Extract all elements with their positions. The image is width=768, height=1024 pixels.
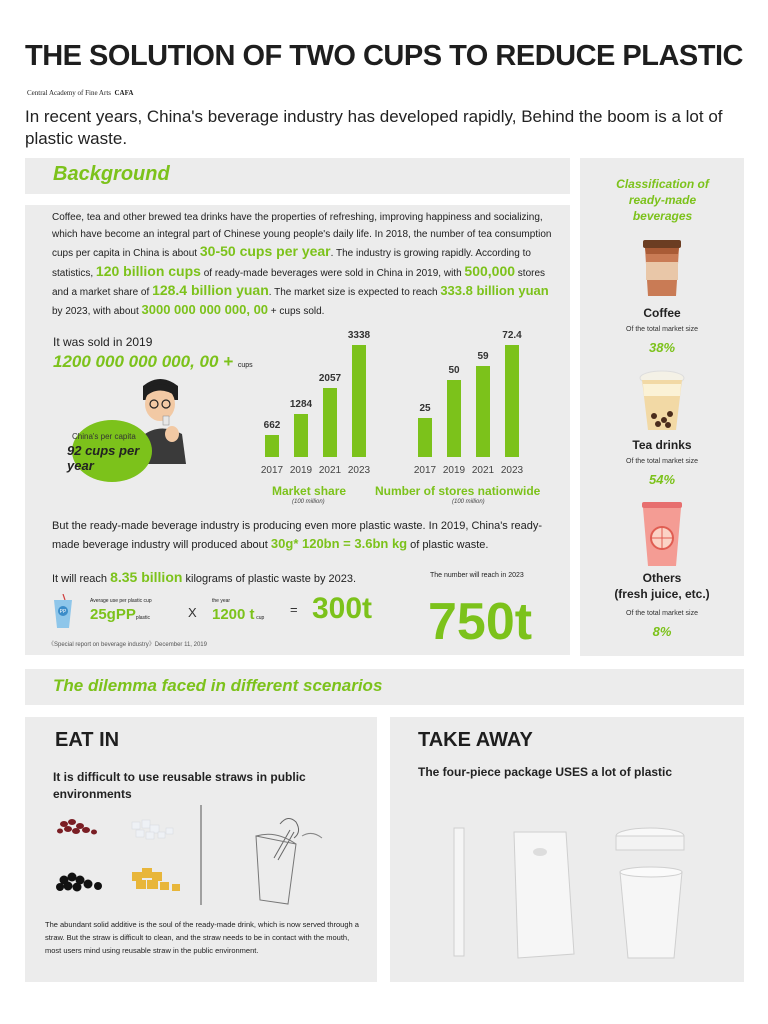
stores-bar-label-2021: 59 bbox=[477, 350, 489, 362]
category-others-name2: (fresh juice, etc.) bbox=[614, 587, 710, 601]
avg-cup-label: Average use per plastic cup bbox=[90, 598, 152, 604]
market-share-bar-label-2019: 1284 bbox=[289, 398, 313, 410]
sold-2019-value: 1200 000 000 000, 00 + cups bbox=[53, 352, 253, 371]
stores-bar-label-2017: 25 bbox=[419, 403, 431, 415]
market-share-bar-label-2023: 3338 bbox=[347, 330, 371, 341]
market-share-bar-2023 bbox=[352, 345, 366, 457]
eat-in-title: EAT IN bbox=[55, 729, 120, 751]
stores-bar-2017 bbox=[418, 418, 432, 457]
cup-straw-sketch bbox=[250, 808, 330, 908]
market-share-bar-2017 bbox=[265, 435, 279, 457]
stores-bar-2019 bbox=[447, 380, 461, 457]
stores-bar-2023 bbox=[505, 345, 519, 457]
market-share-unit: (100 million) bbox=[292, 499, 325, 505]
stores-year-label-2017: 2017 bbox=[413, 465, 437, 476]
bubble-tea-icon bbox=[638, 370, 686, 432]
pp-badge: PP bbox=[59, 609, 67, 615]
classification-title: Classification of ready-made beverages bbox=[616, 177, 709, 223]
category-coffee-pct: 38% bbox=[648, 340, 676, 355]
category-others-pct: 8% bbox=[652, 624, 672, 639]
category-tea-name: Tea drinks bbox=[632, 438, 692, 452]
market-share-bar-label-2021: 2057 bbox=[318, 372, 342, 384]
stores-bar-label-2023: 72.4 bbox=[502, 330, 522, 341]
category-others-sub: Of the total market size bbox=[626, 610, 698, 617]
market-share-caption: Market share bbox=[272, 484, 347, 498]
plastic-cup-icon bbox=[52, 594, 74, 630]
stores-caption: Number of stores nationwide bbox=[375, 484, 541, 498]
category-tea-pct: 54% bbox=[648, 472, 676, 487]
category-tea-sub: Of the total market size bbox=[626, 458, 698, 465]
market-share-year-label-2023: 2023 bbox=[347, 465, 371, 476]
multiply-sign: X bbox=[188, 605, 197, 620]
category-coffee-sub: Of the total market size bbox=[626, 326, 698, 333]
coffee-cup-icon bbox=[640, 238, 684, 298]
category-others-name: Others bbox=[642, 571, 682, 585]
intro-text: In recent years, China's beverage industry has developed rapidly, Behind the boom is a lot of plastic waste. bbox=[25, 107, 723, 148]
per-capita-label: China's per capita bbox=[72, 432, 136, 441]
market-share-chart bbox=[245, 330, 385, 480]
category-coffee-name: Coffee bbox=[643, 306, 681, 320]
market-share-year-label-2019: 2019 bbox=[289, 465, 313, 476]
per-capita-value: 92 cups per year bbox=[67, 443, 140, 473]
eat-in-paragraph: The abundant solid additive is the soul of the ready-made drink, which is now served through a straw. But the straw is difficult to clean, and the straw needs to be in contact with the mouth, most users mind using reusable straw in the public environment. bbox=[45, 920, 359, 955]
eat-in-subtitle: It is difficult to use reusable straws in public environments bbox=[53, 770, 306, 801]
market-share-bar-2019 bbox=[294, 414, 308, 457]
reach-2023-label: The number will reach in 2023 bbox=[430, 572, 524, 579]
stores-unit: (100 million) bbox=[452, 499, 485, 505]
report-citation: 《Special report on beverage industry》December 11, 2019 bbox=[48, 642, 207, 648]
stores-year-label-2021: 2021 bbox=[471, 465, 495, 476]
sold-2019-label: It was sold in 2019 bbox=[53, 335, 153, 349]
juice-cup-icon bbox=[640, 500, 684, 568]
stores-bar-label-2019: 50 bbox=[448, 364, 460, 376]
year-label: the year bbox=[212, 598, 231, 604]
dilemma-heading: The dilemma faced in different scenarios bbox=[53, 676, 383, 695]
toppings-illustration bbox=[50, 810, 200, 900]
background-heading: Background bbox=[53, 163, 170, 185]
waste-paragraph: But the ready-made beverage industry is producing even more plastic waste. In 2019, China's ready-made beverage industry will produced about 30g* 120bn = 3.6bn kg of plastic waste. bbox=[52, 520, 543, 551]
source-credit: Central Academy of Fine Arts CAFA bbox=[27, 89, 134, 97]
market-share-bar-label-2017: 662 bbox=[263, 419, 281, 431]
takeaway-package-illustration bbox=[440, 820, 740, 970]
eat-in-divider bbox=[200, 805, 202, 905]
background-paragraph: Coffee, tea and other brewed tea drinks have the properties of refreshing, improving happiness and socializing, which have become an integral part of Chinese young people's daily life. In 2018, the number of tea consumption cups per capita in China is about 30-50 cups per year. The industry is growing rapidly. According to statistics, 120 billion cups of ready-made beverages were sold in China in 2019, with 500,000 stores and a market share of 128.4 billion yuan. The market size is expected to reach 333.8 billion yuan by 2023, with about 3000 000 000 000, 00 + cups sold. bbox=[52, 212, 552, 317]
equals-sign: = bbox=[290, 602, 298, 617]
avg-cup-value: 25gPPplastic bbox=[90, 606, 151, 623]
market-share-year-label-2017: 2017 bbox=[260, 465, 284, 476]
stores-chart bbox=[398, 330, 538, 480]
waste-2023-line: It will reach 8.35 billion kilograms of plastic waste by 2023. bbox=[52, 569, 357, 585]
year-value: 1200 t cup bbox=[212, 606, 265, 623]
stores-bar-2021 bbox=[476, 366, 490, 457]
page-title: THE SOLUTION OF TWO CUPS TO REDUCE PLASTIC bbox=[25, 40, 743, 72]
result-750t: 750t bbox=[428, 593, 533, 651]
stores-year-label-2019: 2019 bbox=[442, 465, 466, 476]
takeaway-cup-illustration bbox=[620, 872, 682, 958]
straw-illustration bbox=[454, 828, 464, 956]
result-300t: 300t bbox=[312, 592, 373, 625]
market-share-bar-2021 bbox=[323, 388, 337, 457]
market-share-year-label-2021: 2021 bbox=[318, 465, 342, 476]
take-away-subtitle: The four-piece package USES a lot of plastic bbox=[418, 765, 673, 779]
stores-year-label-2023: 2023 bbox=[500, 465, 524, 476]
take-away-title: TAKE AWAY bbox=[418, 729, 533, 751]
